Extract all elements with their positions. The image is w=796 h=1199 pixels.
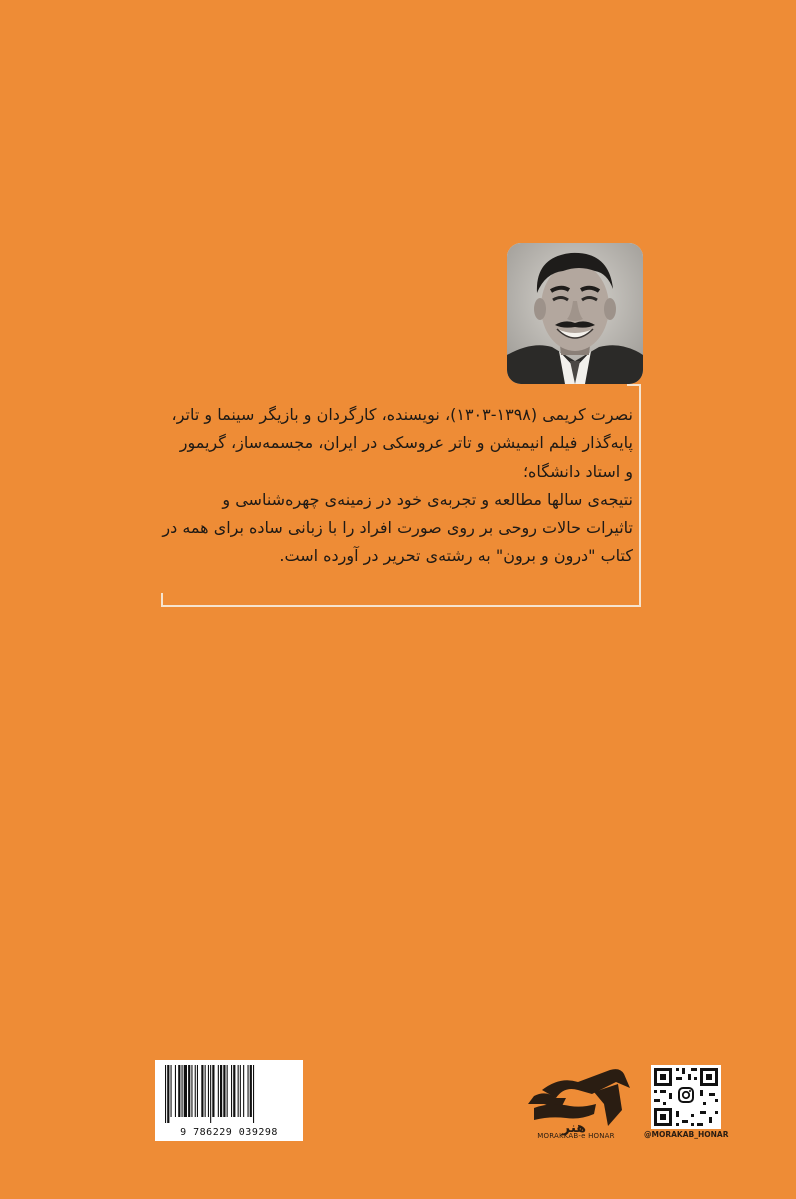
barcode-bar bbox=[205, 1065, 206, 1117]
barcode-bar bbox=[231, 1065, 232, 1117]
barcode-bar bbox=[165, 1065, 166, 1123]
bio-line: پایه‌گذار فیلم انیمیشن و تاتر عروسکی در ایران، مجسمه‌ساز، گریمور bbox=[179, 433, 633, 453]
barcode-bar bbox=[233, 1065, 235, 1117]
author-biography bbox=[162, 401, 633, 571]
frame-corner-left bbox=[161, 593, 163, 607]
barcode-bar bbox=[250, 1065, 252, 1117]
barcode-bar bbox=[253, 1065, 254, 1123]
barcode-digits: 9 786229 039298 bbox=[180, 1127, 278, 1138]
bio-line: کتاب "درون و برون" به رشته‌ی تحریر در آورده است. bbox=[279, 546, 633, 566]
barcode-bar bbox=[188, 1065, 190, 1117]
barcode-bar bbox=[208, 1065, 209, 1117]
bio-line: نصرت کریمی (۱۳۹۸-۱۳۰۳)، نویسنده، کارگردان و بازیگر سینما و تاتر، bbox=[171, 405, 633, 424]
barcode-bar bbox=[238, 1065, 239, 1117]
barcode-bar bbox=[210, 1065, 211, 1123]
barcode-bars bbox=[165, 1065, 293, 1123]
publisher-logo bbox=[520, 1064, 632, 1142]
barcode-bar bbox=[171, 1065, 172, 1117]
barcode-bar bbox=[227, 1065, 228, 1117]
barcode-bar bbox=[195, 1065, 196, 1117]
isbn-barcode bbox=[155, 1060, 303, 1141]
barcode-bar bbox=[223, 1065, 225, 1117]
bio-line: نتیجه‌ی سالها مطالعه و تجربه‌ی خود در زمینه‌ی چهره‌شناسی و bbox=[222, 489, 633, 509]
barcode-bar bbox=[184, 1065, 187, 1117]
qr-code bbox=[651, 1065, 721, 1129]
barcode-bar bbox=[212, 1065, 214, 1117]
barcode-bar bbox=[182, 1065, 183, 1117]
barcode-bar bbox=[220, 1065, 222, 1117]
barcode-bar bbox=[248, 1065, 249, 1117]
barcode-bar bbox=[197, 1065, 198, 1117]
barcode-bar bbox=[191, 1065, 192, 1117]
logo-wordmark: هنر bbox=[562, 1120, 587, 1136]
bio-line: تاثیرات حالات روحی بر روی صورت افراد را با زبانی ساده برای همه در bbox=[162, 518, 633, 538]
barcode-bar bbox=[167, 1065, 169, 1123]
barcode-bar bbox=[178, 1065, 180, 1117]
author-portrait bbox=[507, 243, 643, 384]
barcode-bar bbox=[175, 1065, 176, 1117]
bio-line: و استاد دانشگاه؛ bbox=[522, 461, 633, 481]
barcode-bar bbox=[243, 1065, 244, 1117]
publisher-name: MORAKKAB-e HONAR bbox=[537, 1132, 615, 1140]
barcode-bar bbox=[201, 1065, 203, 1117]
barcode-bar bbox=[240, 1065, 241, 1117]
instagram-handle: @MORAKAB_HONAR bbox=[644, 1130, 729, 1139]
barcode-bar bbox=[218, 1065, 219, 1117]
frame-corner-top bbox=[627, 384, 641, 386]
